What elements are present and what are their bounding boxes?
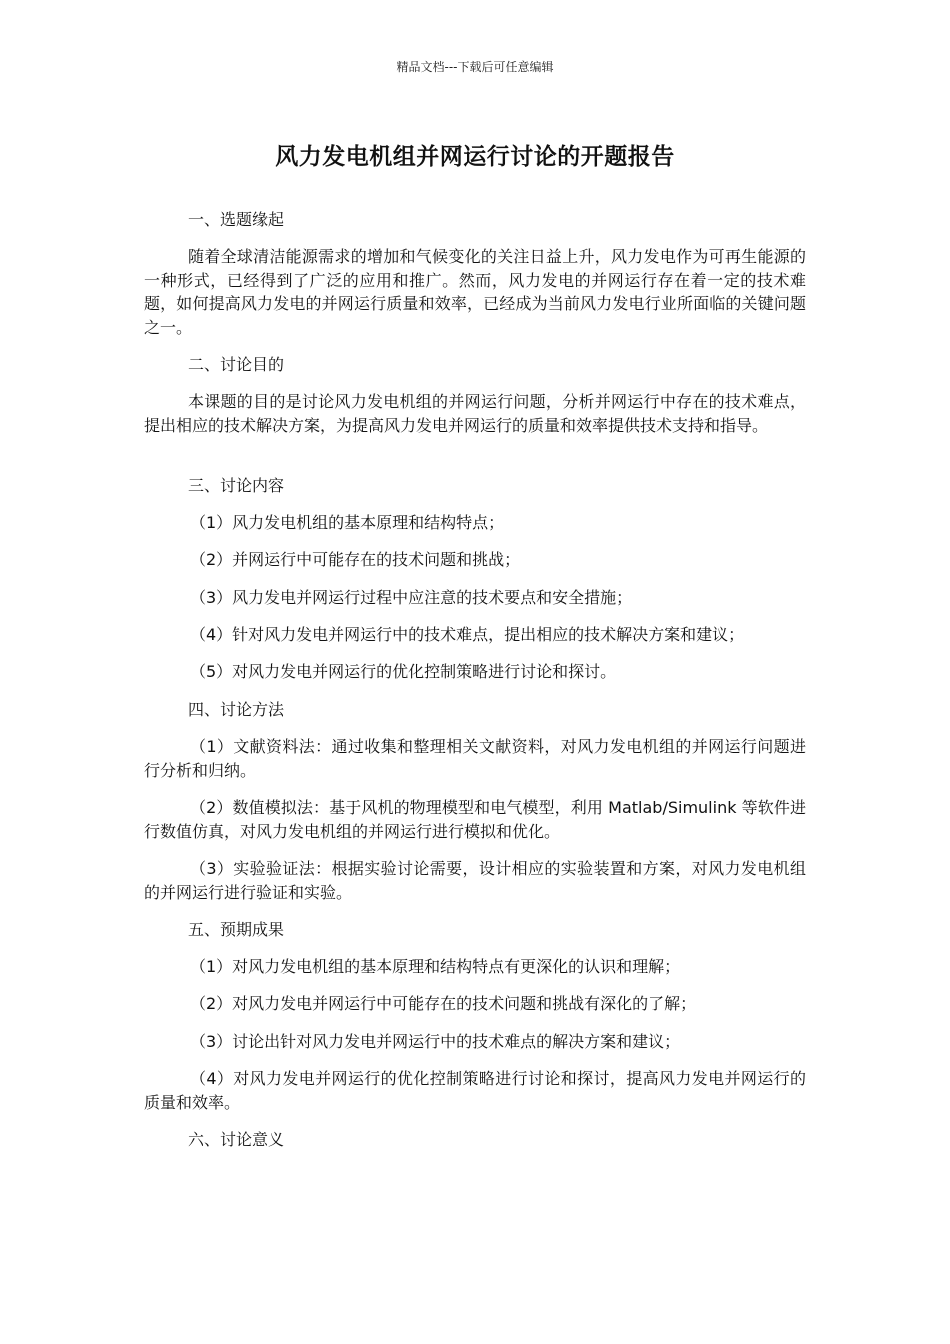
list-item-text: （4）对风力发电并网运行的优化控制策略进行讨论和探讨，提高风力发电并网运行的质量和效率。	[144, 1069, 806, 1112]
section-method	[144, 698, 806, 722]
list-item-text: （2）并网运行中可能存在的技术问题和挑战；	[190, 550, 521, 569]
list-item	[144, 955, 806, 979]
page-header: 精品文档---下载后可任意编辑	[396, 60, 554, 74]
section-heading: 六、讨论意义	[188, 1130, 285, 1149]
section-heading: 一、选题缘起	[188, 210, 285, 229]
section-paragraph	[144, 245, 806, 339]
list-item	[144, 857, 806, 904]
section-significance	[144, 1128, 806, 1152]
list-item	[144, 660, 806, 684]
section-purpose	[144, 353, 806, 377]
list-item	[144, 548, 806, 572]
section-selection-origin	[144, 208, 806, 232]
list-item-text: （1）对风力发电机组的基本原理和结构特点有更深化的认识和理解；	[190, 957, 681, 976]
list-item-text: （3）讨论出针对风力发电并网运行中的技术难点的解决方案和建议；	[190, 1032, 681, 1051]
list-item-text: （3）风力发电并网运行过程中应注意的技术要点和安全措施；	[190, 588, 633, 607]
section-heading: 四、讨论方法	[188, 700, 285, 719]
paragraph-text: 随着全球清洁能源需求的增加和气候变化的关注日益上升，风力发电作为可再生能源的一种形式，已经得到了广泛的应用和推广。然而，风力发电的并网运行存在着一定的技术难题，如何提高风力发电的并网运行质量和效率，已经成为当前风力发电行业所面临的关键问题之一。	[144, 247, 806, 337]
list-item	[144, 992, 806, 1016]
list-item-text: （1）风力发电机组的基本原理和结构特点；	[190, 513, 505, 532]
list-item-text: （3）实验验证法：根据实验讨论需要，设计相应的实验装置和方案，对风力发电机组的并网运行进行验证和实验。	[144, 859, 806, 902]
section-expected-results	[144, 918, 806, 942]
list-item-text: （5）对风力发电并网运行的优化控制策略进行讨论和探讨。	[190, 662, 617, 681]
paragraph-text: 本课题的目的是讨论风力发电机组的并网运行问题，分析并网运行中存在的技术难点，提出相应的技术解决方案，为提高风力发电并网运行的质量和效率提供技术支持和指导。	[144, 392, 806, 435]
list-item-text: （2）对风力发电并网运行中可能存在的技术问题和挑战有深化的了解；	[190, 994, 697, 1013]
list-item-text: （1）文献资料法：通过收集和整理相关文献资料，对风力发电机组的并网运行问题进行分析和归纳。	[144, 737, 806, 780]
list-item	[144, 511, 806, 535]
section-paragraph	[144, 390, 806, 437]
section-heading: 三、讨论内容	[188, 476, 285, 495]
list-item	[144, 586, 806, 610]
list-item	[144, 1067, 806, 1114]
list-item-text: （2）数值模拟法：基于风机的物理模型和电气模型，利用 Matlab/Simulink 等软件进行数值仿真，对风力发电机组的并网运行进行模拟和优化。	[144, 798, 806, 841]
list-item	[144, 1030, 806, 1054]
document-title: 风力发电机组并网运行讨论的开题报告	[275, 144, 675, 170]
section-content	[144, 474, 806, 498]
list-item	[144, 735, 806, 782]
list-item	[144, 623, 806, 647]
list-item-text: （4）针对风力发电并网运行中的技术难点，提出相应的技术解决方案和建议；	[190, 625, 745, 644]
list-item	[144, 796, 806, 843]
section-heading: 二、讨论目的	[188, 355, 285, 374]
section-heading: 五、预期成果	[188, 920, 285, 939]
